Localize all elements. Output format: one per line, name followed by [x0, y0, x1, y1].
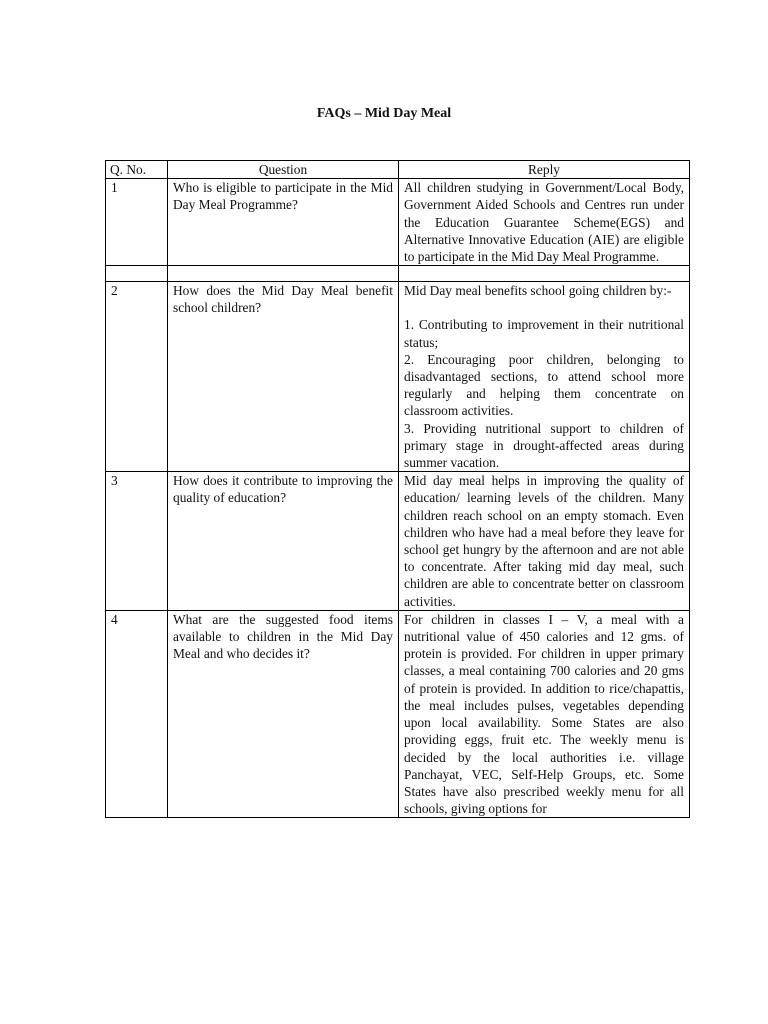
row-number: 4: [106, 610, 168, 817]
row-reply: [399, 282, 690, 472]
row-reply: [399, 610, 690, 817]
blank-cell: [168, 266, 399, 282]
row-question: Who is eligible to participate in the Mid Day Meal Programme?: [168, 179, 399, 266]
table-row: [106, 179, 690, 266]
row-number: 3: [106, 472, 168, 611]
table-row: [106, 282, 690, 472]
reply-list-item: 3. Providing nutritional support to children of primary stage in drought-affected areas during summer vacation.: [404, 420, 684, 471]
row-number: 1: [106, 179, 168, 266]
row-number: 2: [106, 282, 168, 472]
table-header-row: [106, 161, 690, 179]
page-title: FAQs – Mid Day Meal: [316, 106, 452, 121]
reply-paragraph: Mid day meal helps in improving the quality of education/ learning levels of the children. Many children reach school on an empty stomach. Even children who have had a meal before they leave for school get hungry by the afternoon and are not able to concentrate. After taking mid day meal, such children are able to concentrate better on classroom activities.: [404, 473, 684, 609]
row-reply: [399, 179, 690, 266]
row-question: How does the Mid Day Meal benefit school children?: [168, 282, 399, 472]
table-row: [106, 472, 690, 611]
reply-list-item: 1. Contributing to improvement in their nutritional status;: [404, 317, 684, 350]
blank-cell: [399, 266, 690, 282]
reply-paragraph: For children in classes I – V, a meal with a nutritional value of 450 calories and 12 gms. of protein is provided. For children in upper primary classes, a meal containing 700 calories and 20 gms of protein is provided. In addition to rice/chapattis, the meal includes pulses, vegetables depending upon local availability. Some States are also providing eggs, fruit etc. The weekly menu is decided by the local authorities i.e. village Panchayat, VEC, Self-Help Groups, etc. Some States have also prescribed weekly menu for all schools, giving options for: [404, 611, 684, 817]
paragraph-gap: [404, 299, 684, 316]
row-question: What are the suggested food items available to children in the Mid Day Meal and who decides it?: [168, 610, 399, 817]
header-question: Question: [168, 161, 399, 179]
reply-paragraph: Mid Day meal benefits school going children by:-: [404, 283, 672, 299]
faq-table: [105, 160, 690, 818]
header-reply: Reply: [399, 161, 690, 179]
row-reply: [399, 472, 690, 611]
spacer-row: [106, 266, 690, 282]
table-row: [106, 610, 690, 817]
row-question: How does it contribute to improving the quality of education?: [168, 472, 399, 611]
reply-paragraph: All children studying in Government/Local Body, Government Aided Schools and Centres run under the Education Guarantee Scheme(EGS) and Alternative Innovative Education (AIE) are eligible to participate in the Mid Day Meal Programme.: [404, 180, 684, 265]
blank-cell: [106, 266, 168, 282]
reply-list-item: 2. Encouraging poor children, belonging to disadvantaged sections, to attend school more regularly and helping them concentrate on classroom activities.: [404, 351, 684, 419]
header-qno: Q. No.: [106, 161, 168, 179]
